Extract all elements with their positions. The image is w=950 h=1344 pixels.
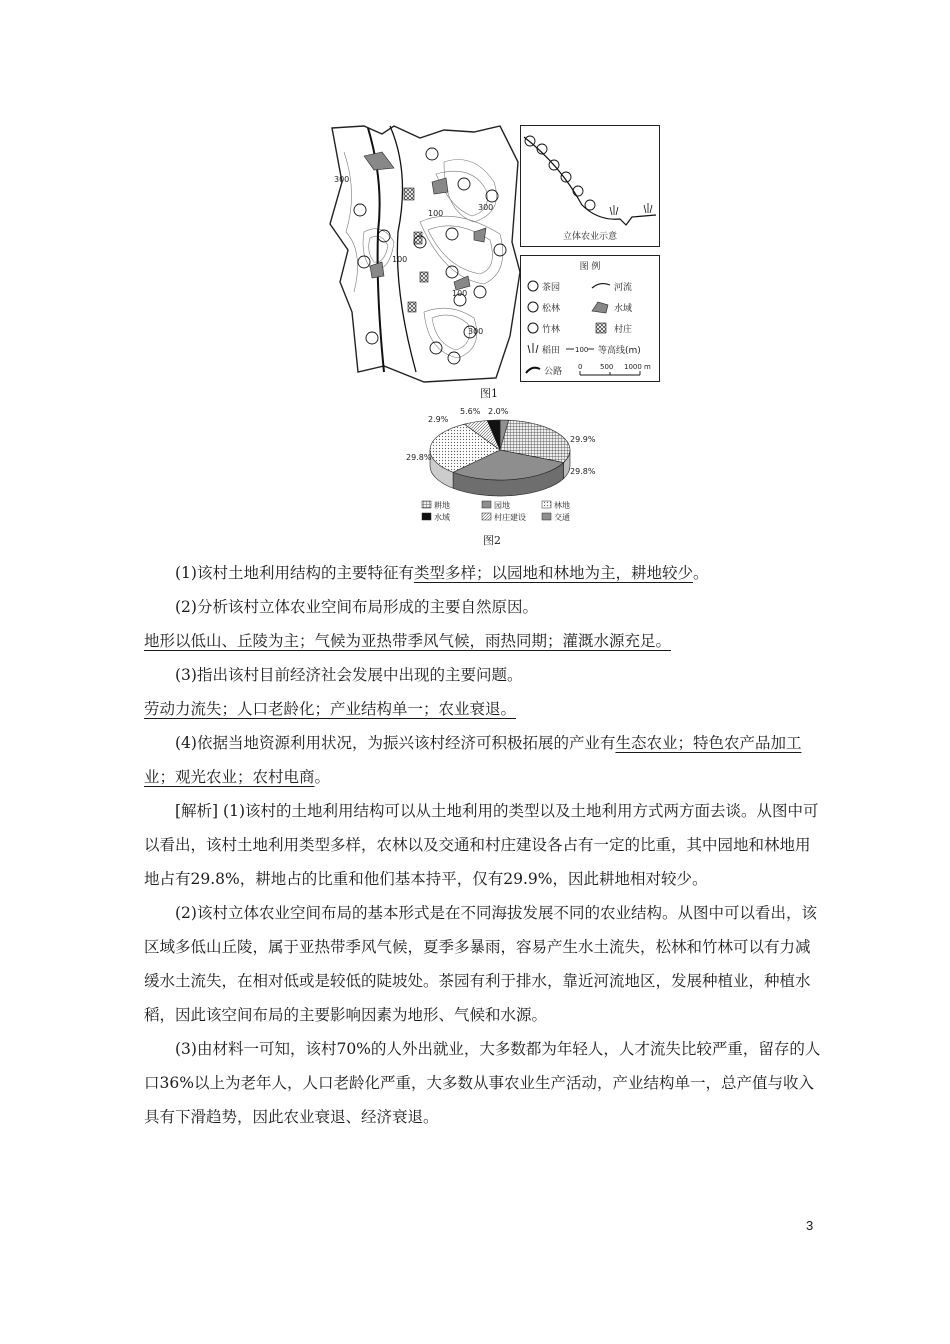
question-1 xyxy=(144,556,824,590)
scale-label: 500 xyxy=(600,363,614,371)
figure-2-caption: 图2 xyxy=(483,534,501,547)
figure-1-caption: 图1 xyxy=(480,387,498,400)
map-legend xyxy=(520,255,660,382)
pie-legend-label: 水域 xyxy=(434,513,450,522)
contour-label: 300 xyxy=(478,203,494,212)
pie-legend-label: 交通 xyxy=(554,513,570,522)
question-1-suffix: 。 xyxy=(692,564,709,582)
pie-value-label: 5.6% xyxy=(460,407,481,416)
analysis-text-2: (2)该村立体农业空间布局的基本形式是在不同海拔发展不同的农业结构。从图中可以看出，该区域多低山丘陵，属于亚热带季风气候，夏季多暴雨，容易产生水土流失，松林和竹林可以有力减缓水土流失，在相对低或是较低的陡坡处。茶园有利于排水，靠近河流地区，发展种植业，种植水稻，因此该空间布局的主要影响因素为地形、气候和水源。 xyxy=(144,904,817,1024)
question-1-answer: 类型多样；以园地和林地为主，耕地较少 xyxy=(413,564,693,582)
pie-value-label: 29.8% xyxy=(406,453,432,462)
pie-value-label: 29.8% xyxy=(570,467,596,476)
legend-label: 竹林 xyxy=(542,325,561,335)
terraced-agriculture-inset xyxy=(520,125,660,247)
legend-label: 村庄 xyxy=(614,325,633,335)
question-1-prompt: (1)该村土地利用结构的主要特征有 xyxy=(175,564,414,582)
contour-label: 300 xyxy=(468,327,484,336)
question-3-answer-line xyxy=(144,692,824,726)
scale-label: 0 xyxy=(578,363,583,371)
page-number: 3 xyxy=(806,1218,814,1233)
legend-label: 河流 xyxy=(614,283,633,293)
pie-legend-swatch xyxy=(422,513,431,520)
village-map-figure xyxy=(324,122,520,384)
question-2-answer: 地形以低山、丘陵为主；气候为亚热带季风气候，雨热同期；灌溉水源充足。 xyxy=(144,632,672,650)
pie-legend-swatch xyxy=(542,513,551,520)
pie-value-label: 2.9% xyxy=(428,415,449,424)
question-4-prompt: (4)依据当地资源利用状况，为振兴该村经济可积极拓展的产业有 xyxy=(175,734,616,752)
inset-title: 立体农业示意 xyxy=(562,232,618,242)
analysis-paragraph-3 xyxy=(144,1032,824,1134)
legend-label: 茶园 xyxy=(542,283,561,293)
pie-legend-label: 园地 xyxy=(494,501,510,510)
map-outline xyxy=(330,126,520,382)
legend-label: 水域 xyxy=(614,304,633,314)
question-3-prompt: (3)指出该村目前经济社会发展中出现的主要问题。 xyxy=(175,666,523,684)
analysis-paragraph-1 xyxy=(144,794,824,896)
scale-label: 1000 m xyxy=(624,363,651,371)
analysis-text-1: (1)该村的土地利用结构可以从土地利用的类型以及土地利用方式两方面去谈。从图中可以看出，该村土地利用类型多样，农林以及交通和村庄建设各占有一定的比重，其中园地和林地用地占有29.8%，耕地占的比重和他们基本持平，仅有29.9%，因此耕地相对较少。 xyxy=(144,802,819,888)
legend-label: 等高线(m) xyxy=(598,346,641,356)
pie-legend-label: 村庄建设 xyxy=(494,513,526,522)
land-use-pie-chart xyxy=(390,402,620,534)
analysis-label: [解析] xyxy=(175,802,219,820)
legend-label: 稻田 xyxy=(542,346,561,356)
pie-value-label: 2.0% xyxy=(488,407,509,416)
question-2-prompt: (2)分析该村立体农业空间布局形成的主要自然原因。 xyxy=(175,598,538,616)
question-2 xyxy=(144,590,824,624)
contour-label: 100 xyxy=(428,209,444,218)
question-4-suffix: 。 xyxy=(314,768,331,786)
legend-title: 图 例 xyxy=(579,262,601,272)
legend-contour-value: 100 xyxy=(575,346,589,354)
question-4-answer: 生态农业；特色农产品加工业；观光农业；农村电商 xyxy=(144,734,802,786)
question-4 xyxy=(144,726,824,794)
pie-legend-swatch xyxy=(422,501,431,508)
legend-label: 松林 xyxy=(542,304,561,314)
question-2-answer-line xyxy=(144,624,824,658)
contour-label: 300 xyxy=(334,175,350,184)
question-3 xyxy=(144,658,824,692)
question-3-answer: 劳动力流失；人口老龄化；产业结构单一；农业衰退。 xyxy=(144,700,517,718)
analysis-text-3: (3)由材料一可知，该村70%的人外出就业，大多数都为年轻人，人才流失比较严重，留存的人口36%以上为老年人，人口老龄化严重，大多数从事农业生产活动，产业结构单一，总产值与收入具有下滑趋势，因此农业衰退、经济衰退。 xyxy=(144,1040,821,1126)
contour-label: 100 xyxy=(392,255,408,264)
pie-legend-swatch xyxy=(542,501,551,508)
pie-legend-swatch xyxy=(482,513,491,520)
pie-legend-label: 林地 xyxy=(554,501,570,510)
village-icon xyxy=(596,323,606,333)
analysis-paragraph-2 xyxy=(144,896,824,1032)
pie-value-label: 29.9% xyxy=(570,435,596,444)
pie-legend-label: 耕地 xyxy=(434,501,450,510)
pie-legend-swatch xyxy=(482,501,491,508)
legend-label: 公路 xyxy=(544,367,563,377)
question-section xyxy=(144,556,824,1134)
contour-label: 100 xyxy=(452,289,468,298)
